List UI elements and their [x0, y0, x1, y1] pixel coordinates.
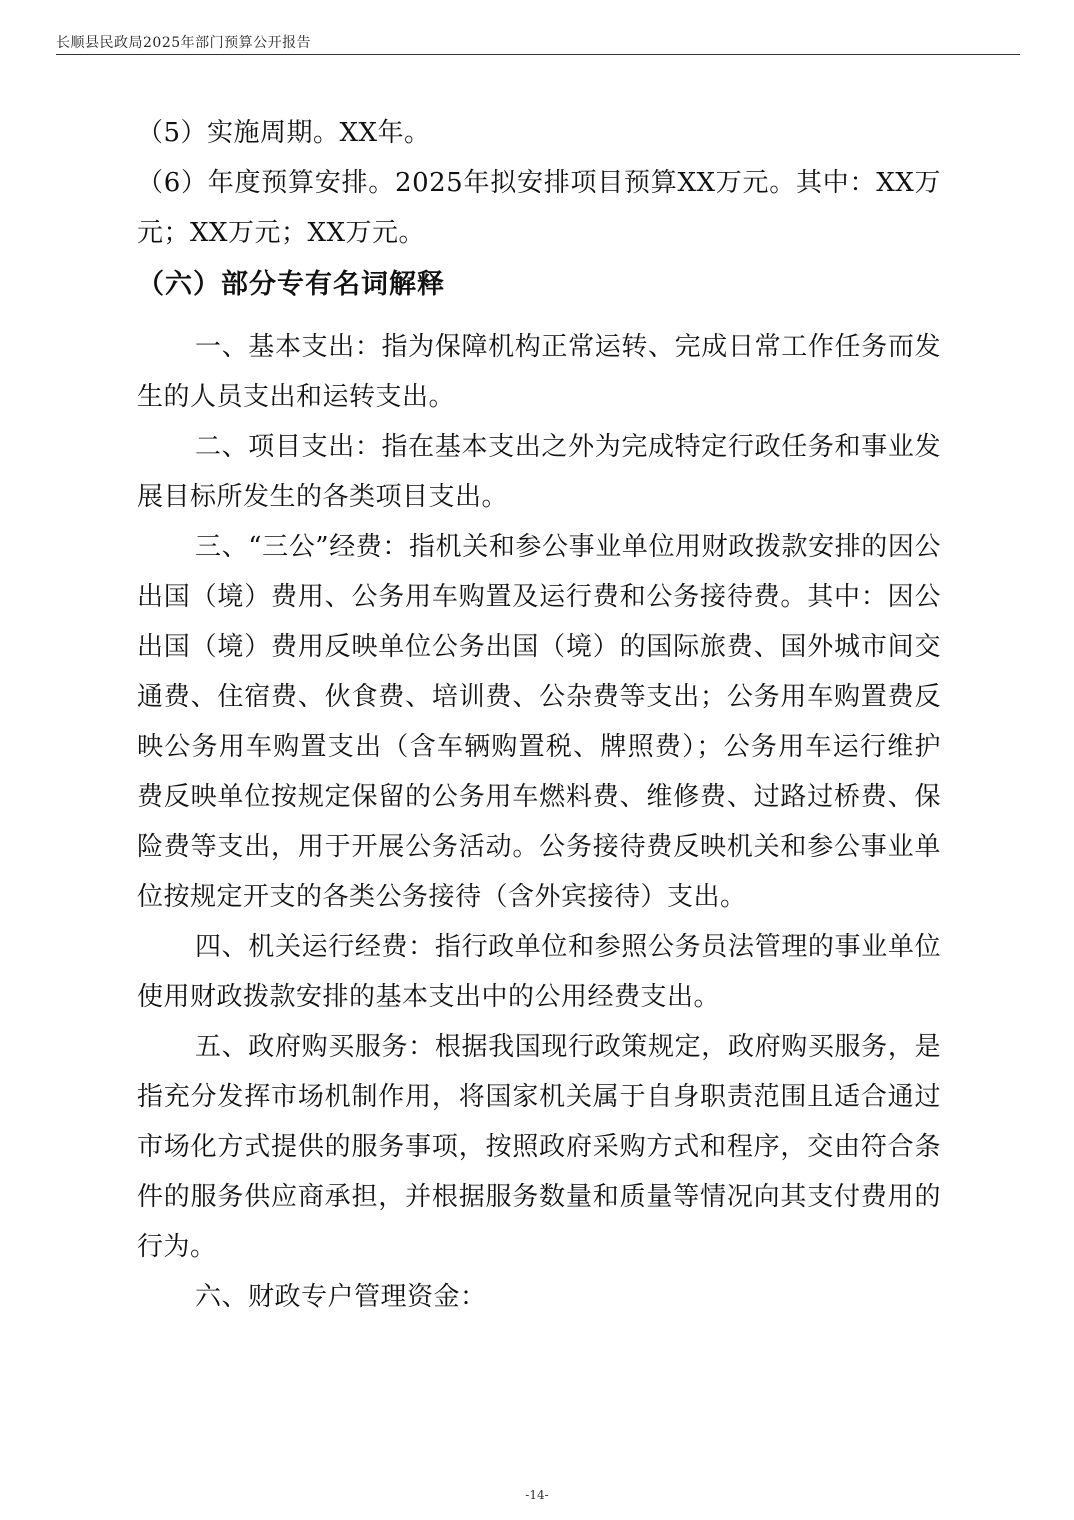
definition-three-public-expenses: 三、“三公”经费：指机关和参公事业单位用财政拨款安排的因公出国（境）费用、公务用车购置及运行费和公务接待费。其中：因公出国（境）费用反映单位公务出国（境）的国际旅费、国外城市间交通费、住宿费、伙食费、培训费、公杂费等支出；公务用车购置费反映公务用车购置支出（含车辆购置税、牌照费）；公务用车运行维护费反映单位按规定保留的公务用车燃料费、维修费、过路过桥费、保险费等支出，用于开展公务活动。公务接待费反映机关和参公事业单位按规定开支的各类公务接待（含外宾接待）支出。: [137, 532, 941, 912]
page-header: [56, 30, 1020, 55]
item-annual-budget: （6）年度预算安排。2025年拟安排项目预算XX万元。其中：XX万元；XX万元；XX万元。: [137, 168, 941, 248]
definition-project-expenditure: 二、项目支出：指在基本支出之外为完成特定行政任务和事业发展目标所发生的各类项目支出。: [137, 432, 941, 512]
item-implementation-period: （5）实施周期。XX年。: [137, 118, 431, 148]
document-body: [137, 108, 941, 1322]
section-heading: （六）部分专有名词解释: [137, 269, 445, 300]
header-title: 长顺县民政局2025年部门预算公开报告: [56, 35, 312, 51]
page-number: -14-: [525, 1488, 549, 1502]
definition-special-account-funds: 六、财政专户管理资金：: [195, 1282, 487, 1312]
definition-government-procurement-services: 五、政府购买服务：根据我国现行政策规定，政府购买服务，是指充分发挥市场机制作用，将国家机关属于自身职责范围且适合通过市场化方式提供的服务事项，按照政府采购方式和程序，交由符合条件的服务供应商承担，并根据服务数量和质量等情况向其支付费用的行为。: [137, 1032, 941, 1262]
definition-operating-expenses: 四、机关运行经费：指行政单位和参照公务员法管理的事业单位使用财政拨款安排的基本支出中的公用经费支出。: [137, 932, 941, 1012]
definition-basic-expenditure: 一、基本支出：指为保障机构正常运转、完成日常工作任务而发生的人员支出和运转支出。: [137, 332, 941, 412]
